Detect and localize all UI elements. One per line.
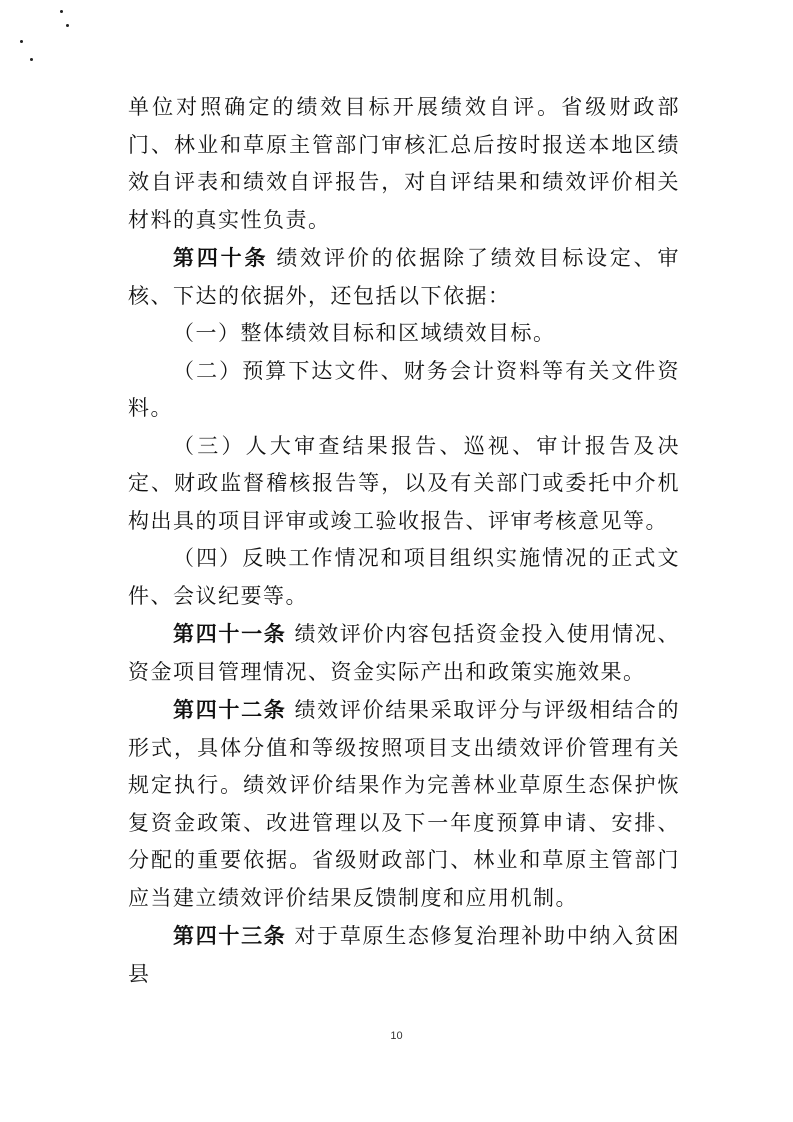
paragraph-text: （二）预算下达文件、财务会计资料等有关文件资料。 (128, 358, 680, 420)
paragraph-5 (128, 540, 680, 615)
paragraph-7 (128, 691, 680, 917)
paragraph-1 (128, 239, 680, 315)
paragraph-text: （四）反映工作情况和项目组织实施情况的正式文件、会议纪要等。 (128, 546, 680, 608)
page-number: 10 (390, 1030, 403, 1042)
scan-speck (20, 40, 23, 43)
paragraph-text: 对于草原生态修复治理补助中纳入贫困县 (128, 924, 680, 986)
paragraph-0 (128, 88, 680, 239)
article-heading: 第四十三条 (173, 923, 287, 948)
article-heading: 第四十一条 (173, 621, 287, 646)
paragraph-text: 绩效评价内容包括资金投入使用情况、资金项目管理情况、资金实际产出和政策实施效果。 (128, 622, 680, 684)
scan-speck (60, 10, 63, 13)
paragraph-2 (128, 315, 680, 353)
paragraph-text: （三）人大审查结果报告、巡视、审计报告及决定、财政监督稽核报告等，以及有关部门或委托中介机构出具的项目评审或竣工验收报告、评审考核意见等。 (128, 433, 680, 533)
document-body (128, 88, 680, 993)
paragraph-text: （一）整体绩效目标和区域绩效目标。 (173, 321, 556, 345)
paragraph-6 (128, 615, 680, 691)
paragraph-4 (128, 428, 680, 541)
paragraph-text: 绩效评价结果采取评分与评级相结合的形式，具体分值和等级按照项目支出绩效评价管理有关规定执行。绩效评价结果作为完善林业草原生态保护恢复资金政策、改进管理以及下一年度预算申请、安排、分配的重要依据。省级财政部门、林业和草原主管部门应当建立绩效评价结果反馈制度和应用机制。 (128, 698, 680, 910)
paragraph-text: 单位对照确定的绩效目标开展绩效自评。省级财政部门、林业和草原主管部门审核汇总后按时报送本地区绩效自评表和绩效自评报告，对自评结果和绩效评价相关材料的真实性负责。 (128, 95, 680, 232)
scan-speck (30, 58, 33, 61)
paragraph-3 (128, 353, 680, 428)
article-heading: 第四十二条 (173, 697, 287, 722)
paragraph-8 (128, 917, 680, 993)
scan-speck (66, 24, 69, 27)
paragraph-text: 绩效评价的依据除了绩效目标设定、审核、下达的依据外，还包括以下依据： (128, 246, 681, 308)
article-heading: 第四十条 (173, 245, 269, 270)
